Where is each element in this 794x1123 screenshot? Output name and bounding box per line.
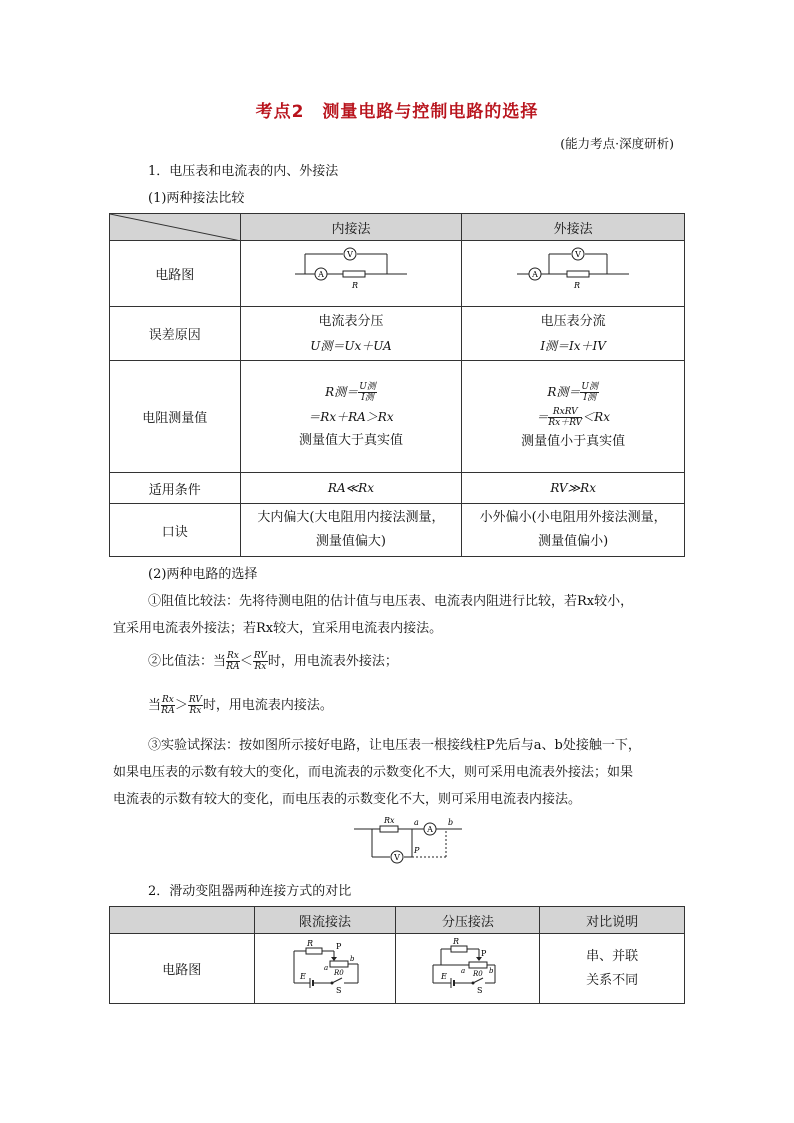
table-row [110,307,685,361]
svg-text:V: V [347,249,353,259]
section1-sub1: (1)两种接法比较 [148,191,245,206]
table-row: 电阻测量值 R测＝ $\frac{\text{U测}}{\text{I测}}$ ＝Rx＋RA＞Rx 测量值大于真实值 R测＝ $\frac{\text{U测}}{\text{I测}}$ ＝ $\frac{\text{RxRV}}{Rx+RV}$ ＜Rx 测量值小于真实值 [110,361,685,473]
table-row [110,241,685,307]
svg-text:A: A [318,269,324,279]
row-label-mnemonic: 口诀 [110,504,241,557]
svg-text:R: R [351,280,358,290]
fraction-u-over-i: $\frac{\text{U测}}{\text{I测}}$ [581,381,598,403]
svg-text:S: S [476,985,483,995]
voltage-divider-diagram [396,934,540,1004]
resistor-icon [380,826,398,832]
rheostat-icon [330,961,348,967]
rheostat-icon [469,962,487,968]
fraction-rx-over-ra: $\frac{Rx}{RA}$ [161,695,175,716]
outer-value-note: 测量值小于真实值 [521,433,626,449]
svg-text:S: S [336,985,342,995]
inner-error-cause: 电流表分压 [318,313,384,329]
table-row [110,504,685,557]
method2-line2: 当 $\frac{Rx}{RA}$ ＞ $\frac{RV}{Rx}$ 时，用电流表内接法。 [148,695,333,716]
subtitle: (能力考点·深度研析) [560,136,674,151]
svg-text:Rx: Rx [384,816,395,825]
resistor-icon [343,271,365,277]
row-label-circuit: 电路图 [110,241,241,307]
svg-text:R: R [574,280,581,290]
outer-circuit-diagram [462,241,685,307]
svg-text:R: R [452,936,459,946]
svg-text:P: P [414,846,420,855]
section1-sub2: (2)两种电路的选择 [148,567,258,582]
method2-line1: ②比值法：当 $\frac{Rx}{RA}$ ＜ $\frac{RV}{Rx}$ 时，用电流表外接法； [148,651,398,672]
svg-text:V: V [394,853,400,862]
svg-text:A: A [427,825,433,834]
resistor-icon [567,271,589,277]
outer-value-formula: R测＝ [547,384,581,399]
diagonal-header-cell [110,214,241,241]
inner-mnemonic-2: 测量值偏大) [315,534,386,549]
fraction-rv-over-rx: $\frac{RV}{Rx}$ [253,651,267,672]
section2-heading: 2．滑动变阻器两种连接方式的对比 [148,884,352,899]
switch-icon [332,978,342,983]
fraction-parallel: $\frac{\text{RxRV}}{Rx+RV}$ [548,406,583,428]
method3-line1: ③实验试探法：按如图所示接好电路，让电压表一根接线柱P先后与a、b处接触一下， [148,738,641,753]
outer-condition: RV≫Rx [462,473,685,504]
outer-error-eq: I测＝Ix＋IV [540,338,606,353]
svg-text:b: b [488,966,494,975]
method3-line2: 如果电压表的示数有较大的变化，而电流表的示数变化不大，则可采用电流表外接法；如果 [113,765,634,780]
svg-text:P: P [480,948,487,958]
fraction-rx-over-ra: $\frac{Rx}{RA}$ [226,651,240,672]
row-label-condition: 适用条件 [110,473,241,504]
comparison-table [109,213,685,557]
inner-circuit-diagram [240,241,462,307]
outer-value-eq: ＜Rx [582,409,610,424]
svg-text:E: E [300,971,306,981]
inner-mnemonic-1: 大内偏大(大电阻用内接法测量， [257,510,445,525]
header-voltage-divider: 分压接法 [396,907,540,934]
svg-text:R: R [307,938,314,948]
svg-text:A: A [532,269,539,279]
header-note: 对比说明 [540,907,685,934]
row-label-circuit: 电路图 [110,934,255,1004]
svg-text:b: b [350,954,355,963]
svg-text:a: a [414,818,419,827]
section1-heading: 1．电压表和电流表的内、外接法 [148,164,339,179]
table-row [110,934,685,1004]
svg-text:V: V [575,249,582,259]
header-inner: 内接法 [240,214,462,241]
outer-mnemonic-1: 小外偏小(小电阻用外接法测量， [479,510,667,525]
svg-text:R0: R0 [334,968,344,977]
fraction-rv-over-rx: $\frac{RV}{Rx}$ [188,695,202,716]
resistor-icon [451,946,467,952]
svg-text:a: a [460,966,466,975]
svg-text:R0: R0 [472,969,483,978]
note-line-1: 串、并联 [586,948,639,964]
row-label-value: 电阻测量值 [110,361,241,473]
svg-text:E: E [440,971,447,981]
inner-condition: RA≪Rx [240,473,462,504]
note-line-2: 关系不同 [586,972,639,988]
method1-line1: ①阻值比较法：先将待测电阻的估计值与电压表、电流表内阻进行比较，若Rx较小， [148,594,634,609]
fraction-u-over-i: $\frac{\text{U测}}{\text{I测}}$ [359,382,376,403]
current-limiting-diagram [254,934,396,1004]
rheostat-table [109,906,685,1004]
header-outer: 外接法 [462,214,685,241]
inner-value-formula: R测＝ [325,385,359,399]
method3-line3: 电流表的示数有较大的变化，而电压表的示数变化不大，则可采用电流表内接法。 [113,792,582,807]
table-header-row [110,214,685,241]
outer-error-cause: 电压表分流 [540,313,606,329]
switch-icon [473,978,483,983]
table-row [110,473,685,504]
svg-text:P: P [336,941,342,951]
resistor-icon [306,948,322,954]
inner-value-note: 测量值大于真实值 [298,433,403,448]
trial-circuit-diagram [350,813,470,869]
inner-error-eq: U测＝Ux＋UA [310,338,392,353]
method1-line2: 宜采用电流表外接法；若Rx较大，宜采用电流表内接法。 [113,621,443,636]
table-header-row [110,907,685,934]
svg-text:b: b [448,818,454,827]
header-current-limiting: 限流接法 [254,907,396,934]
page-title: 考点2 测量电路与控制电路的选择 [255,102,539,122]
inner-value-eq: ＝Rx＋RA＞Rx [308,410,394,424]
row-label-error: 误差原因 [110,307,241,361]
svg-text:a: a [324,963,329,972]
empty-header-cell [110,907,255,934]
outer-mnemonic-2: 测量值偏小) [538,534,609,549]
